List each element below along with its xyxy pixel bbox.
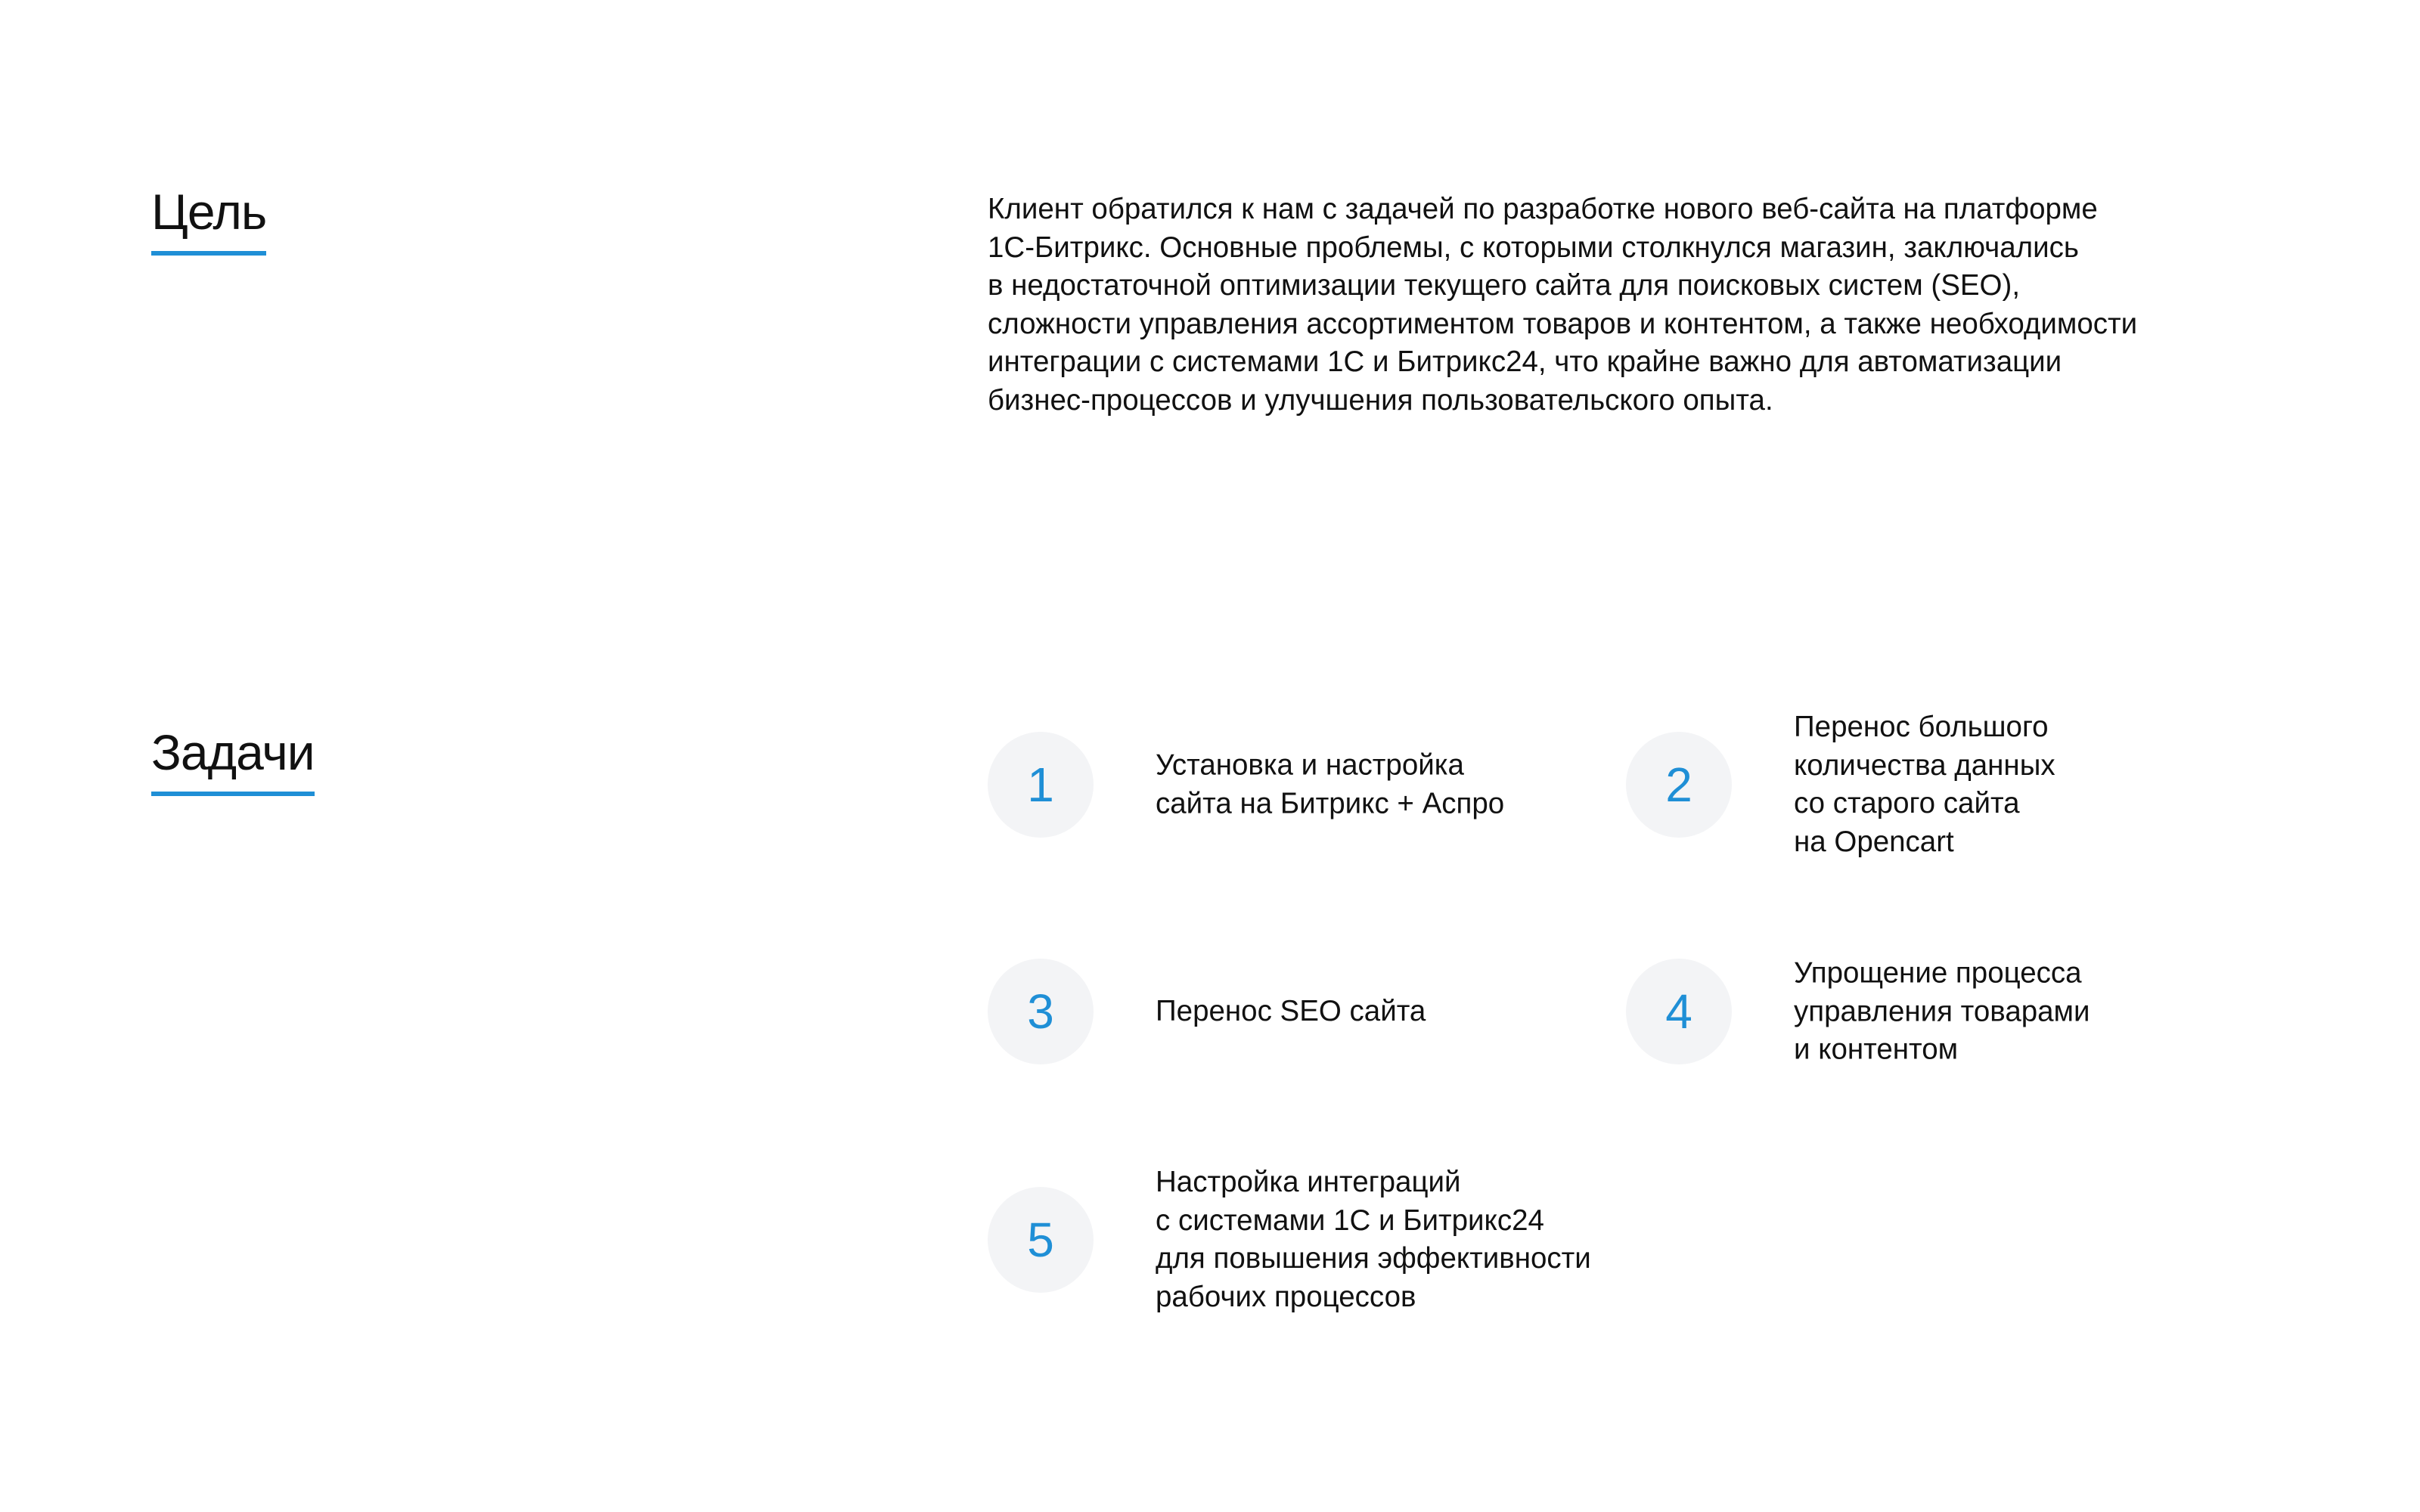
tasks-heading: Задачи [151,722,315,796]
task-number-badge: 4 [1626,959,1732,1064]
task-text: Установка и настройка сайта на Битрикс + Аспро [1156,748,1505,820]
goal-description: Клиент обратился к нам с задачей по разработке нового веб-сайта на платформе 1С-Битрикс. Основные проблемы, с которыми столкнулся магазин, заключались в недостаточной оптимизации текущего сайта для поисковых систем (SEO), сложности управления ассортиментом товаров и контентом, а также необходимости интеграции с системами 1С и Битрикс24, что крайне важно для автоматизации бизнес-процессов и улучшения пользовательского опыта. [988,193,2138,417]
task-number-badge: 1 [988,732,1094,838]
task-number-badge: 2 [1626,732,1732,838]
goal-heading: Цель [151,181,266,256]
task-item-1 [988,732,1608,838]
task-text: Настройка интеграций с системами 1С и Битрикс24 для повышения эффективности рабочих процессов [1156,1166,1591,1313]
task-text: Перенос большого количества данных со старого сайта на Opencart [1794,711,2055,858]
task-text: Перенос SEO сайта [1156,994,1426,1027]
task-item-4 [1626,956,2246,1066]
task-item-3 [988,959,1608,1064]
task-number-badge: 5 [988,1187,1094,1293]
task-text: Упрощение процесса управления товарами и контентом [1794,956,2090,1066]
task-item-5 [988,1166,1608,1313]
task-number-badge: 3 [988,959,1094,1064]
task-item-2 [1626,711,2246,858]
